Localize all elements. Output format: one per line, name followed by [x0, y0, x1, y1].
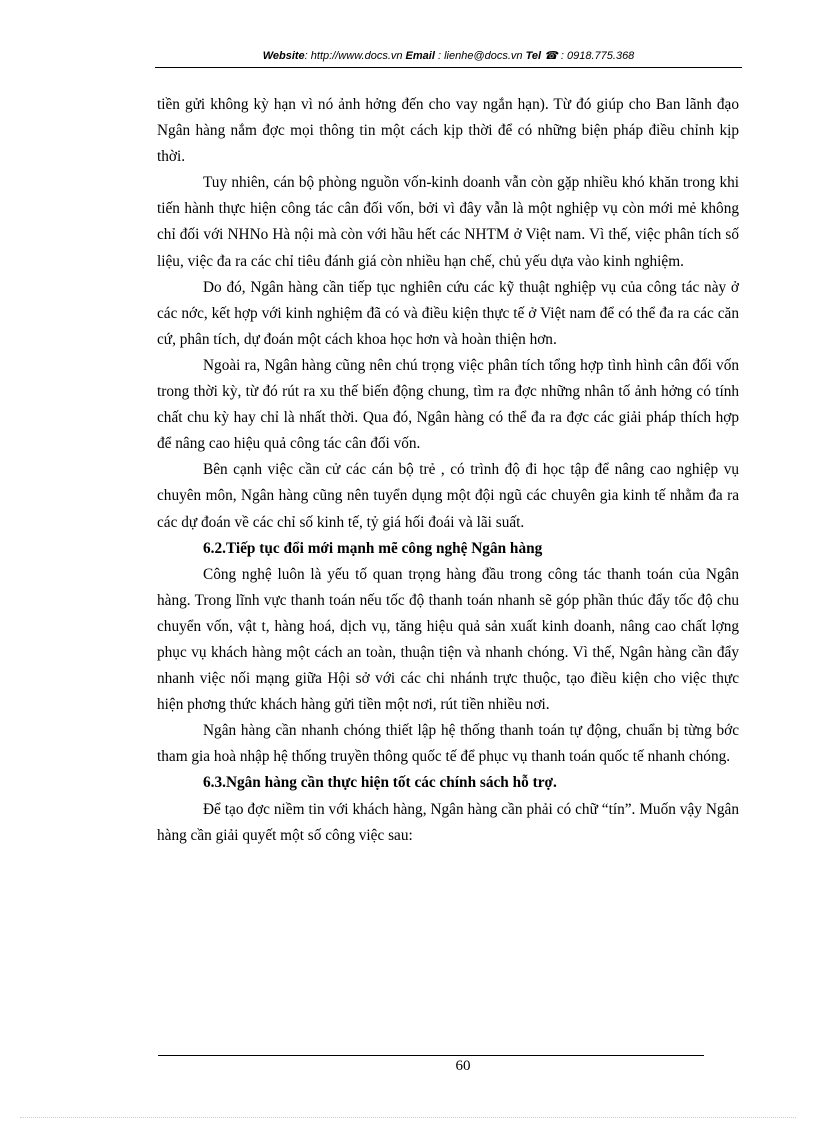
phone-icon: ☎ [544, 50, 558, 62]
website-value: : http://www.docs.vn [304, 50, 406, 62]
paragraph: Để tạo đợc niềm tin với khách hàng, Ngân hàng cần phải có chữ “tín”. Muốn vậy Ngân hàng cần giải quyết một số công việc sau: [157, 800, 739, 844]
paragraph: tiền gửi không kỳ hạn vì nó ảnh hởng đến cho vay ngắn hạn). Từ đó giúp cho Ban lãnh đạo Ngân hàng nắm đợc mọi thông tin một cách kịp thời để có những biện pháp điều chỉnh kịp thời. [157, 96, 739, 166]
footer-divider [158, 1055, 704, 1056]
paragraph: Tuy nhiên, cán bộ phòng nguồn vốn-kinh doanh vẫn còn gặp nhiều khó khăn trong khi tiến hành thực hiện công tác cân đối vốn, bởi vì đây vẫn là một nghiệp vụ còn mới mẻ không chỉ đối với NHNo Hà nội mà còn với hầu hết các NHTM ở Việt nam. Vì thế, việc phân tích số liệu, việc đa ra các chỉ tiêu đánh giá còn nhiều hạn chế, chủ yếu dựa vào kinh nghiệm. [157, 174, 739, 270]
section-heading-6-2: 6.2.Tiếp tục đổi mới mạnh mẽ công nghệ Ngân hàng [203, 539, 543, 557]
tel-value: : 0918.775.368 [557, 50, 635, 62]
website-label: Website [262, 50, 305, 62]
paragraph: Công nghệ luôn là yếu tố quan trọng hàng đầu trong công tác thanh toán của Ngân hàng. Trong lĩnh vực thanh toán nếu tốc độ thanh toán nhanh sẽ góp phần thúc đẩy tốc độ chu chuyển vốn, vật t, hàng hoá, dịch vụ, tăng hiệu quả sản xuất kinh doanh, nâng cao chất lợng phục vụ khách hàng một cách an toàn, thuận tiện và nhanh chóng. Vì thế, Ngân hàng cần đẩy nhanh việc nối mạng giữa Hội sở với các chi nhánh trực thuộc, tạo điều kiện cho việc thực hiện phơng thức khách hàng gửi tiền một nơi, rút tiền nhiều nơi. [157, 565, 739, 714]
paragraph: Bên cạnh việc cần cử các cán bộ trẻ , có trình độ đi học tập để nâng cao nghiệp vụ chuyên môn, Ngân hàng cũng nên tuyển dụng một đội ngũ các chuyên gia kinh tế nhằm đa ra các dự đoán về các chỉ số kinh tế, tỷ giá hối đoái và lãi suất. [157, 461, 739, 531]
email-value: : lienhe@docs.vn [434, 50, 526, 62]
page-bottom-border [20, 1117, 796, 1118]
document-body [157, 92, 739, 849]
paragraph: Do đó, Ngân hàng cần tiếp tục nghiên cứu các kỹ thuật nghiệp vụ của công tác này ở các nớc, kết hợp với kinh nghiệm đã có và điều kiện thực tế ở Việt nam để có thể đa ra các căn cứ, phân tích, dự đoán một cách khoa học hơn và hoàn thiện hơn. [157, 278, 739, 348]
tel-label: Tel [525, 50, 542, 62]
page-header [155, 49, 742, 62]
paragraph: Ngân hàng cần nhanh chóng thiết lập hệ thống thanh toán tự động, chuẩn bị từng bớc tham gia hoà nhập hệ thống truyền thông quốc tế để phục vụ thanh toán quốc tế nhanh chóng. [157, 722, 739, 766]
page-number: 60 [455, 1058, 471, 1074]
section-heading-6-3: 6.3.Ngân hàng cần thực hiện tốt các chính sách hỗ trợ. [203, 774, 557, 792]
email-label: Email [405, 50, 435, 62]
header-divider [155, 67, 742, 68]
paragraph: Ngoài ra, Ngân hàng cũng nên chú trọng việc phân tích tổng hợp tình hình cân đối vốn trong thời kỳ, từ đó rút ra xu thế biến động chung, tìm ra đợc những nhân tố ảnh hởng có tính chất chu kỳ hay chỉ là nhất thời. Qua đó, Ngân hàng có thể đa ra đợc các giải pháp thích hợp để nâng cao hiệu quả công tác cân đối vốn. [157, 356, 739, 453]
